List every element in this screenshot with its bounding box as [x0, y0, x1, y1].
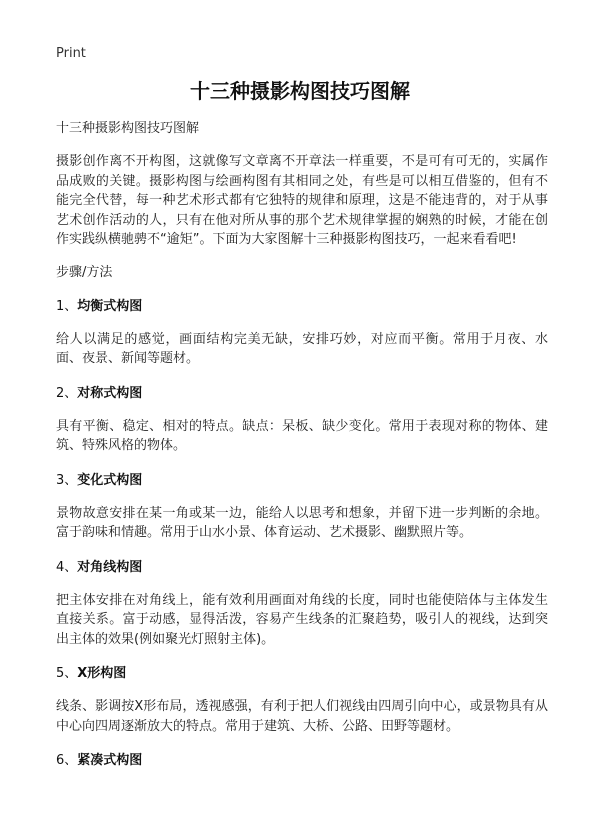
section-3: [56, 472, 548, 543]
section-heading: [56, 298, 548, 316]
section-body: 具有平衡、稳定、相对的特点。缺点：呆板、缺少变化。常用于表现对称的物体、建筑、特殊风格的物体。: [56, 418, 548, 453]
section-name: X形构图: [77, 666, 127, 681]
section-name: 均衡式构图: [77, 298, 143, 314]
section-heading: [56, 559, 548, 577]
article-subtitle: 十三种摄影构图技巧图解: [56, 121, 200, 136]
section-heading: [56, 472, 548, 490]
section-number: 1、: [56, 298, 78, 314]
section-number: 2、: [56, 385, 78, 401]
section-number: 4、: [56, 559, 78, 575]
section-name: 变化式构图: [77, 472, 143, 488]
section-body: 景物故意安排在某一角或某一边，能给人以思考和想象，并留下进一步判断的余地。富于韵味和情趣。常用于山水小景、体育运动、艺术摄影、幽默照片等。: [56, 505, 548, 540]
section-body: 线条、影调按X形布局，透视感强，有利于把人们视线由四周引向中心，或景物具有从中心向四周逐渐放大的特点。常用于建筑、大桥、公路、田野等题材。: [56, 699, 548, 734]
section-number: 3、: [56, 472, 78, 488]
section-6: [56, 752, 548, 770]
intro-paragraph: 摄影创作离不开构图，这就像写文章离不开章法一样重要，不是可有可无的，实属作品成败的关键。摄影构图与绘画构图有其相同之处，有些是可以相互借鉴的，但有不能完全代替，每一种艺术形式都有它独特的规律和原理，这是不能违背的，对于从事艺术创作活动的人，只有在他对所从事的那个艺术规律掌握的娴熟的时候，才能在创作实践纵横驰骋不“逾矩”。下面为大家图解十三种摄影构图技巧，一起来看看吧!: [56, 154, 548, 247]
section-heading: [56, 665, 548, 683]
print-label[interactable]: Print: [56, 46, 86, 61]
section-name: 对角线构图: [77, 559, 143, 575]
section-body: 给人以满足的感觉，画面结构完美无缺，安排巧妙，对应而平衡。常用于月夜、水面、夜景、新闻等题材。: [56, 331, 548, 366]
page-title: 十三种摄影构图技巧图解: [190, 79, 410, 103]
section-body: 把主体安排在对角线上，能有效利用画面对角线的长度，同时也能使陪体与主体发生直接关系。富于动感，显得活泼，容易产生线条的汇聚趋势，吸引人的视线，达到突出主体的效果(例如聚光灯照射主体)。: [56, 592, 548, 647]
article-content: [56, 120, 548, 784]
section-number: 5、: [56, 666, 78, 681]
steps-label: 步骤/方法: [56, 264, 113, 280]
section-heading: [56, 385, 548, 403]
section-1: [56, 298, 548, 369]
section-2: [56, 385, 548, 456]
section-heading: [56, 752, 548, 770]
section-number: 6、: [56, 753, 78, 768]
section-4: [56, 559, 548, 650]
section-name: 对称式构图: [77, 385, 143, 401]
section-name: 紧凑式构图: [77, 753, 143, 768]
section-5: [56, 665, 548, 736]
